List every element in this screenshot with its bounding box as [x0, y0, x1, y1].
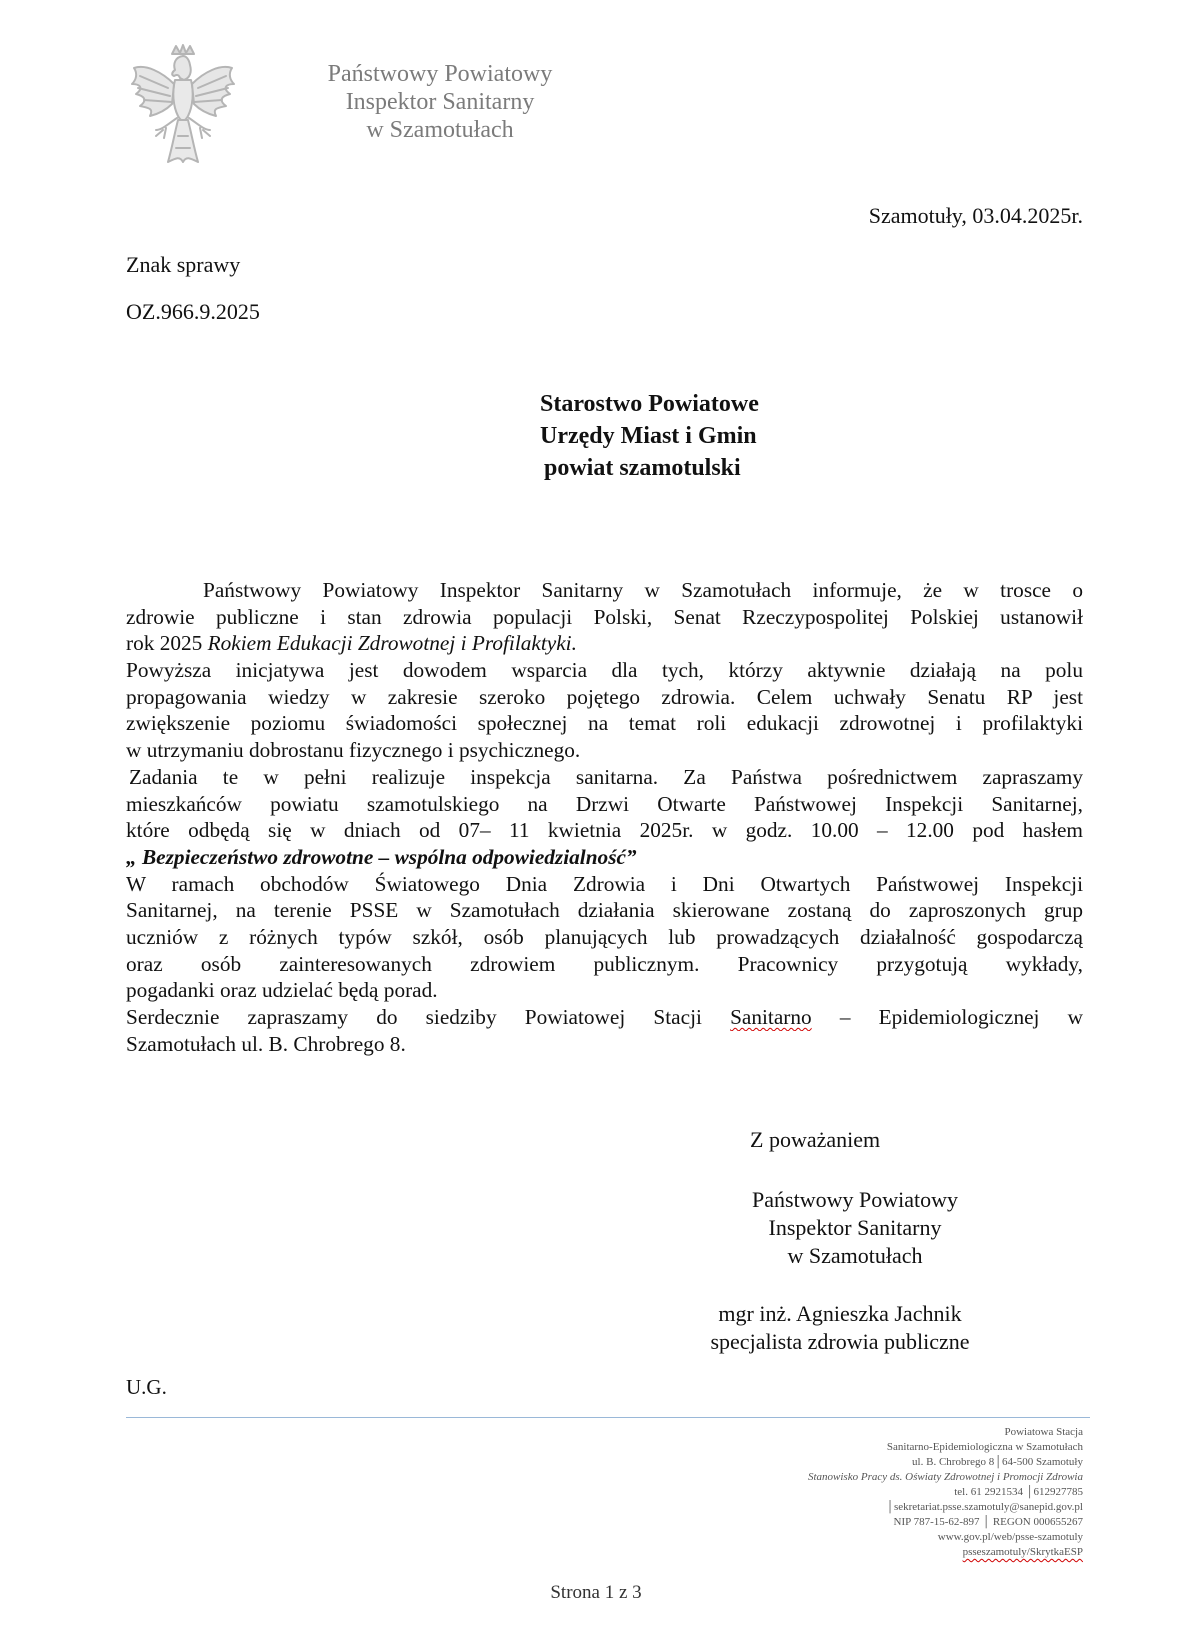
signature-org-line2: Inspektor Sanitarny — [768, 1215, 942, 1240]
signature-org-line1: Państwowy Powiatowy — [752, 1187, 958, 1212]
body-line: mieszkańców powiatu szamotulskiego na Drzwi Otwarte Państwowej Inspekcji Sanitarnej, — [126, 791, 1083, 816]
body-text-segment: rok 2025 — [126, 631, 208, 656]
recipient-line2: Urzędy Miast i Gmin — [540, 423, 757, 449]
body-line: Sanitarnej, na terenie PSSE w Szamotułach działania skierowane zostaną do zaproszonych grup — [126, 898, 1083, 923]
case-number: OZ.966.9.2025 — [126, 299, 260, 324]
signature-org-line3: w Szamotułach — [787, 1243, 923, 1268]
footer-line: Sanitarno-Epidemiologiczna w Szamotułach — [886, 1441, 1083, 1453]
body-line: Powyższa inicjatywa jest dowodem wsparcia dla tych, którzy aktywnie działają na polu — [126, 658, 1083, 683]
footer-line: ul. B. Chrobrego 8│64-500 Szamotuły — [912, 1456, 1083, 1468]
footer-phone: tel. 61 2921534 │612927785 — [954, 1486, 1083, 1498]
case-label: Znak sprawy — [126, 252, 241, 277]
body-line: zwiększenie poziomu świadomości społecznej na temat roli edukacji zdrowotnej i profilaktyki — [126, 711, 1083, 736]
signature-organization — [720, 1186, 990, 1270]
body-text-segment: Serdecznie zapraszamy do siedziby Powiatowej Stacji — [126, 1005, 731, 1029]
footer-epuap-box: psseszamotuly/SkrytkaESP — [962, 1546, 1083, 1558]
body-italic-title: Rokiem Edukacji Zdrowotnej i Profilaktyki. — [207, 631, 577, 656]
spellcheck-flagged-word: Sanitarno — [730, 1005, 812, 1029]
signer-name: mgr inż. Agnieszka Jachnik — [718, 1301, 962, 1326]
body-text-segment: – Epidemiologicznej w — [811, 1005, 1083, 1029]
footer-divider — [126, 1417, 1090, 1418]
footer-line: NIP 787-15-62-897 │ REGON 000655267 — [893, 1516, 1083, 1528]
author-initials: U.G. — [126, 1375, 167, 1399]
page-number: Strona 1 z 3 — [550, 1582, 642, 1603]
body-line: uczniów z różnych typów szkół, osób planujących lub prowadzących działalność gospodarczą — [126, 924, 1083, 949]
footer-email[interactable]: │sekretariat.psse.szamotuly@sanepid.gov.pl — [886, 1501, 1083, 1513]
event-slogan — [126, 844, 1083, 871]
header-org-line1: Państwowy Powiatowy — [327, 61, 553, 87]
header-organization — [300, 60, 580, 144]
body-line: oraz osób zainteresowanych zdrowiem publicznym. Pracownicy przygotują wykłady, — [126, 951, 1083, 976]
document-date: Szamotuły, 03.04.2025r. — [868, 203, 1083, 228]
footer-contact — [620, 1425, 1083, 1560]
footer-line: Powiatowa Stacja — [1004, 1426, 1083, 1438]
recipient-block — [540, 388, 759, 484]
recipient-line1: Starostwo Powiatowe — [540, 391, 759, 417]
footer-website-link[interactable]: www.gov.pl/web/psse-szamotuly — [937, 1531, 1083, 1543]
body-line: w utrzymaniu dobrostanu fizycznego i psychicznego. — [126, 738, 581, 763]
body-line: które odbędą się w dniach od 07– 11 kwietnia 2025r. w godz. 10.00 – 12.00 pod hasłem — [126, 818, 1083, 843]
body-line: Szamotułach ul. B. Chrobrego 8. — [126, 1031, 406, 1056]
body-line: Zadania te w pełni realizuje inspekcja sanitarna. Za Państwa pośrednictwem zapraszamy — [129, 764, 1083, 789]
body-line: propagowania wiedzy w zakresie szeroko pojętego zdrowia. Celem uchwały Senatu RP jest — [126, 684, 1083, 709]
recipient-line3: powiat szamotulski — [544, 455, 741, 481]
body-line — [126, 630, 1083, 657]
footer-department: Stanowisko Pracy ds. Oświaty Zdrowotnej i Promocji Zdrowia — [807, 1471, 1083, 1483]
signer-block — [680, 1300, 1000, 1356]
body-line: W ramach obchodów Światowego Dnia Zdrowia i Dni Otwartych Państwowej Inspekcji — [126, 871, 1083, 896]
event-slogan-text: „ Bezpieczeństwo zdrowotne – wspólna odpowiedzialność” — [126, 844, 637, 869]
signer-title: specjalista zdrowia publiczne — [710, 1329, 970, 1354]
header-org-line2: Inspektor Sanitarny — [345, 89, 535, 115]
closing-phrase: Z poważaniem — [750, 1127, 881, 1152]
body-line — [126, 1004, 1083, 1031]
letter-body — [126, 577, 1083, 1057]
body-line: pogadanki oraz udzielać będą porad. — [126, 978, 438, 1003]
header-org-line3: w Szamotułach — [366, 117, 514, 143]
polish-eagle-emblem-icon — [128, 44, 238, 169]
body-line: zdrowie publiczne i stan zdrowia populacji Polski, Senat Rzeczypospolitej Polskiej ustanowił — [126, 604, 1083, 629]
body-line: Państwowy Powiatowy Inspektor Sanitarny w Szamotułach informuje, że w trosce o — [203, 578, 1083, 602]
